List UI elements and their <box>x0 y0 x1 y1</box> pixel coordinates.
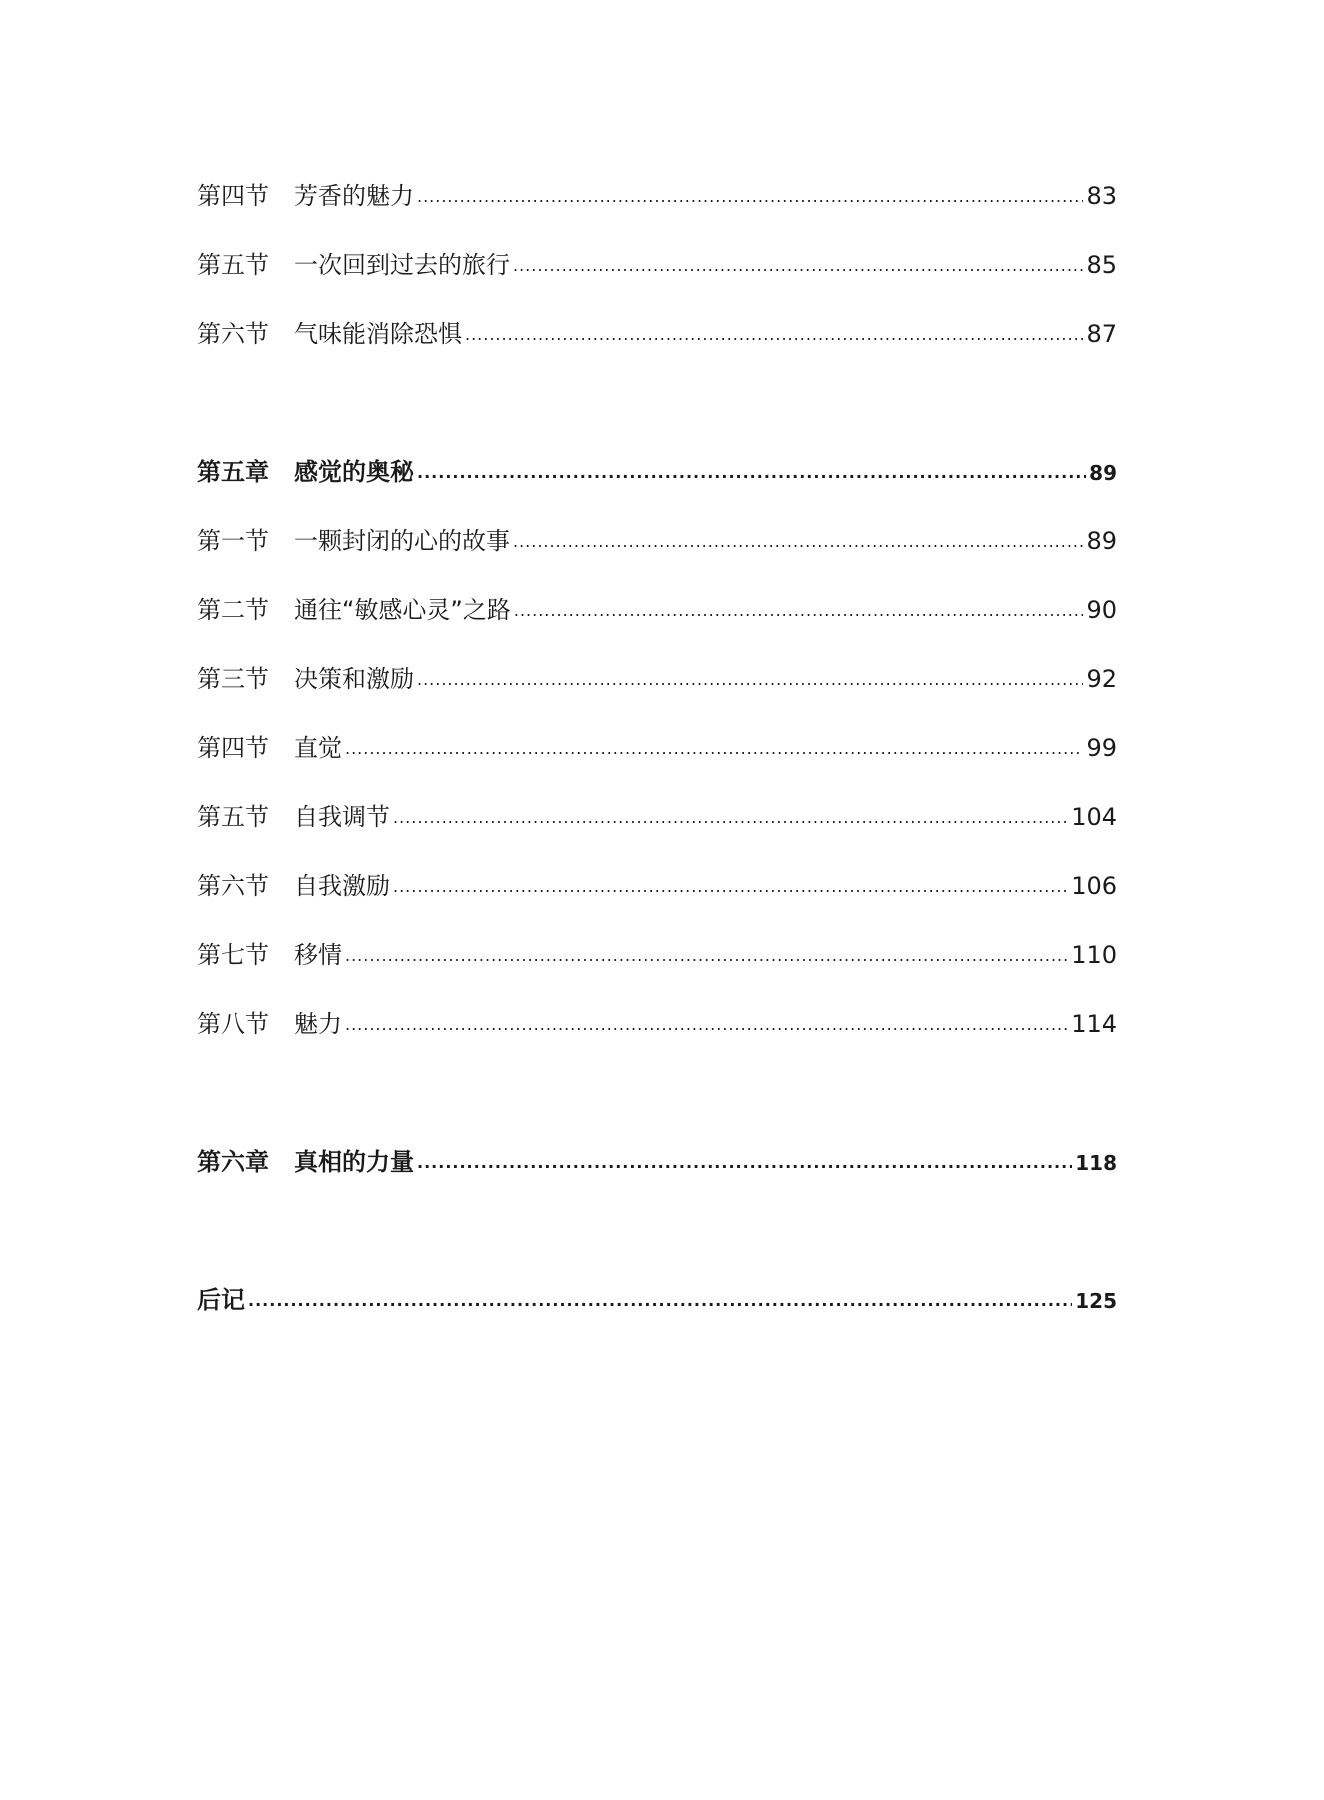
toc-chapter-entry[interactable] <box>197 1142 1117 1182</box>
page-number: 118 <box>1075 1151 1117 1175</box>
toc-entry[interactable] <box>197 176 1117 216</box>
chapter-title: 真相的力量 <box>294 1148 414 1176</box>
dot-leader <box>513 522 1083 562</box>
dot-leader <box>345 1005 1068 1045</box>
toc-entry[interactable] <box>197 1004 1117 1044</box>
page-number: 87 <box>1086 320 1117 348</box>
page-number: 85 <box>1086 251 1117 279</box>
section-title: 决策和激励 <box>294 665 414 693</box>
toc-chapter-entry[interactable] <box>197 452 1117 492</box>
dot-leader <box>417 177 1083 217</box>
toc-entry[interactable] <box>197 590 1117 630</box>
section-number: 第八节 <box>197 1010 269 1038</box>
section-number: 第二节 <box>197 596 269 624</box>
section-number: 第五节 <box>197 251 269 279</box>
section-title: 魅力 <box>294 1010 342 1038</box>
section-number: 第七节 <box>197 941 269 969</box>
toc-afterword-entry[interactable] <box>197 1280 1117 1320</box>
page-number: 104 <box>1071 803 1117 831</box>
dot-leader <box>248 1281 1072 1321</box>
dot-leader <box>417 660 1083 700</box>
toc-entry[interactable] <box>197 728 1117 768</box>
chapter-number: 第六章 <box>197 1148 269 1176</box>
section-title: 一颗封闭的心的故事 <box>294 527 510 555</box>
dot-leader <box>393 867 1068 907</box>
dot-leader <box>417 1143 1072 1183</box>
dot-leader <box>465 315 1083 355</box>
afterword-title: 后记 <box>197 1286 245 1314</box>
section-title: 自我激励 <box>294 872 390 900</box>
page-number: 110 <box>1071 941 1117 969</box>
section-number: 第六节 <box>197 872 269 900</box>
dot-leader <box>514 591 1084 631</box>
dot-leader <box>417 453 1086 493</box>
section-title: 一次回到过去的旅行 <box>294 251 510 279</box>
section-number: 第四节 <box>197 182 269 210</box>
chapter-number: 第五章 <box>197 458 269 486</box>
page-number: 106 <box>1071 872 1117 900</box>
chapter-title: 感觉的奥秘 <box>294 458 414 486</box>
page-number: 125 <box>1075 1289 1117 1313</box>
section-number: 第六节 <box>197 320 269 348</box>
toc-entry[interactable] <box>197 866 1117 906</box>
dot-leader <box>393 798 1068 838</box>
page-number: 114 <box>1071 1010 1117 1038</box>
toc-entry[interactable] <box>197 314 1117 354</box>
dot-leader <box>513 246 1083 286</box>
toc-entry[interactable] <box>197 935 1117 975</box>
dot-leader <box>345 729 1083 769</box>
section-title: 气味能消除恐惧 <box>294 320 462 348</box>
toc-entry[interactable] <box>197 659 1117 699</box>
toc-entry[interactable] <box>197 521 1117 561</box>
dot-leader <box>345 936 1068 976</box>
section-title: 直觉 <box>294 734 342 762</box>
page-number: 92 <box>1086 665 1117 693</box>
toc-entry[interactable] <box>197 797 1117 837</box>
page-number: 83 <box>1086 182 1117 210</box>
page-number: 89 <box>1086 527 1117 555</box>
section-title: 自我调节 <box>294 803 390 831</box>
section-number: 第一节 <box>197 527 269 555</box>
toc-entry[interactable] <box>197 245 1117 285</box>
page-number: 89 <box>1089 461 1117 485</box>
section-title: 通往“敏感心灵”之路 <box>294 596 511 624</box>
page-number: 99 <box>1086 734 1117 762</box>
page-number: 90 <box>1086 596 1117 624</box>
section-number: 第五节 <box>197 803 269 831</box>
section-title: 移情 <box>294 941 342 969</box>
section-number: 第四节 <box>197 734 269 762</box>
section-number: 第三节 <box>197 665 269 693</box>
section-title: 芳香的魅力 <box>294 182 414 210</box>
